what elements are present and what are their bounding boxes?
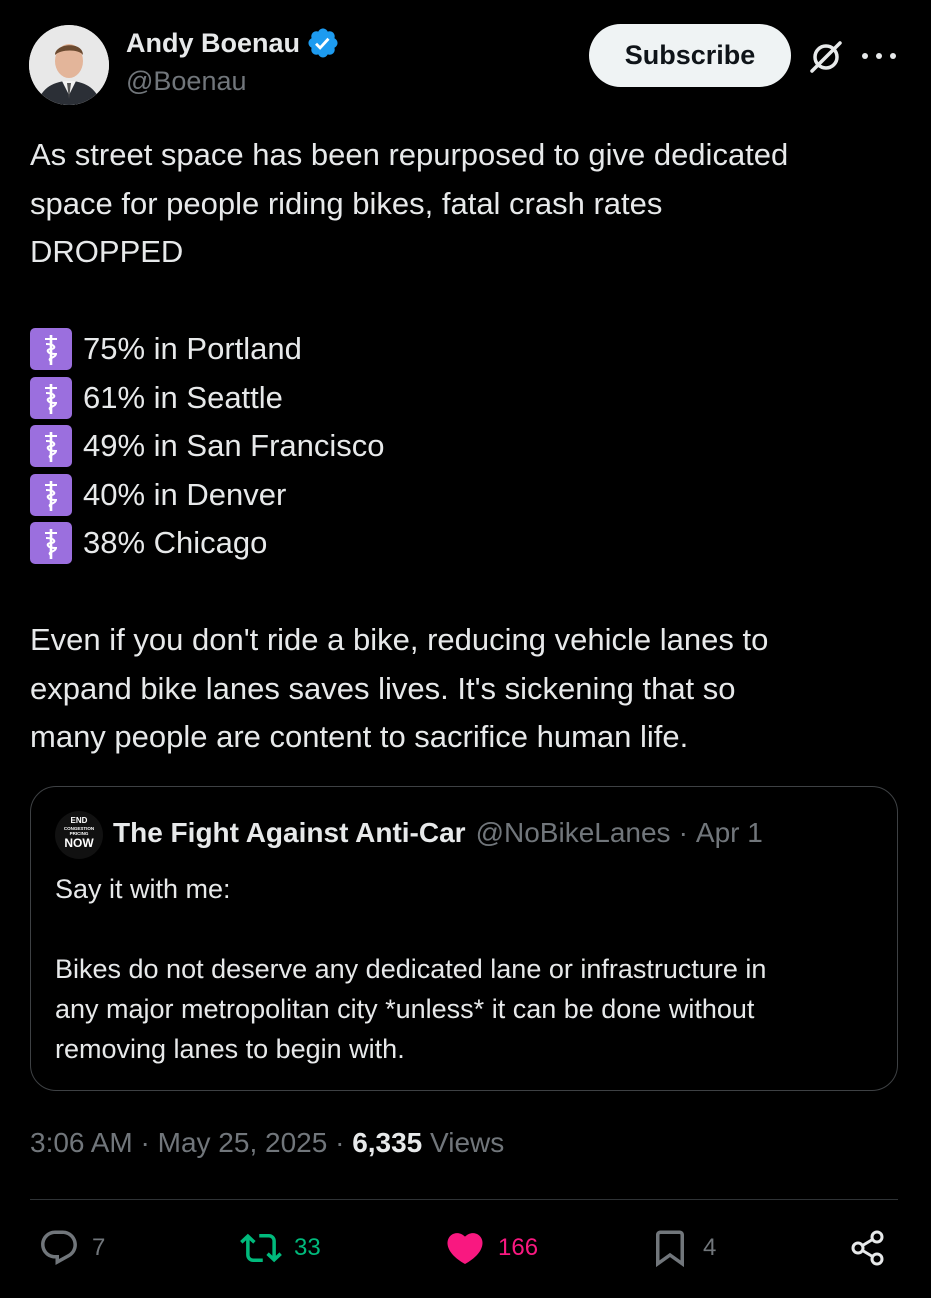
views-label: Views xyxy=(430,1127,505,1158)
separator-dot: · xyxy=(140,1127,150,1158)
tweet-text xyxy=(30,131,900,762)
quoted-line: Bikes do not deserve any dedicated lane or infrastructure in xyxy=(55,954,767,984)
bookmark-button[interactable] xyxy=(649,1226,716,1270)
subscribe-button[interactable]: Subscribe xyxy=(589,24,791,87)
tweet-line: expand bike lanes saves lives. It's sickening that so xyxy=(30,670,736,706)
share-button[interactable] xyxy=(848,1226,888,1270)
quoted-author-avatar[interactable]: END CONGESTION PRICING NOW xyxy=(55,811,103,859)
stat-line xyxy=(30,519,900,568)
quoted-line: any major metropolitan city *unless* it can be done without xyxy=(55,994,755,1024)
more-options-icon[interactable] xyxy=(862,42,896,70)
quoted-author-name[interactable]: The Fight Against Anti-Car xyxy=(113,817,466,848)
stat-text: 49% in San Francisco xyxy=(83,428,385,463)
stat-text: 75% in Portland xyxy=(83,331,302,366)
staff-of-aesculapius-emoji xyxy=(30,522,72,564)
author-name[interactable]: Andy Boenau xyxy=(126,27,301,58)
tweet-line: As street space has been repurposed to give dedicated xyxy=(30,137,789,172)
bookmark-count: 4 xyxy=(703,1234,717,1261)
reply-icon xyxy=(38,1227,80,1269)
quoted-line: Say it with me: xyxy=(55,874,231,904)
heart-icon xyxy=(444,1227,486,1269)
separator-dot: · xyxy=(678,817,688,848)
quoted-line: removing lanes to begin with. xyxy=(55,1034,405,1064)
tweet-timestamp xyxy=(30,1127,504,1159)
tweet-line: DROPPED xyxy=(30,234,184,269)
staff-of-aesculapius-emoji xyxy=(30,425,72,467)
tweet-line: many people are content to sacrifice human life. xyxy=(30,719,689,754)
stat-text: 40% in Denver xyxy=(83,476,287,512)
verified-badge-icon xyxy=(306,26,340,60)
quoted-tweet-card[interactable] xyxy=(30,786,898,1091)
tweet-time[interactable]: 3:06 AM xyxy=(30,1127,133,1158)
tweet-line: Even if you don't ride a bike, reducing vehicle lanes to xyxy=(30,622,769,657)
reply-count: 7 xyxy=(92,1234,106,1261)
views-count: 6,335 xyxy=(352,1127,423,1158)
repost-icon xyxy=(240,1227,282,1269)
quoted-tweet-date[interactable]: Apr 1 xyxy=(695,817,763,848)
like-button[interactable] xyxy=(444,1226,538,1270)
tweet-date[interactable]: May 25, 2025 xyxy=(157,1127,328,1158)
staff-of-aesculapius-emoji xyxy=(30,328,72,370)
stat-line xyxy=(30,422,900,471)
stat-text: 38% Chicago xyxy=(83,525,268,560)
separator-dot: · xyxy=(335,1127,345,1158)
like-count: 166 xyxy=(498,1234,539,1261)
author-avatar[interactable] xyxy=(29,25,109,105)
quoted-tweet-header xyxy=(113,817,763,849)
stat-line xyxy=(30,471,900,520)
quoted-author-handle[interactable]: @NoBikeLanes xyxy=(475,817,671,848)
repost-button[interactable] xyxy=(240,1226,321,1270)
author-handle[interactable]: @Boenau xyxy=(126,66,247,96)
share-icon xyxy=(848,1228,888,1268)
reply-button[interactable] xyxy=(38,1226,105,1270)
author-name-row[interactable] xyxy=(126,26,340,60)
tweet-line: space for people riding bikes, fatal crash rates xyxy=(30,185,663,221)
divider xyxy=(30,1199,898,1200)
grok-icon[interactable] xyxy=(806,37,846,77)
staff-of-aesculapius-emoji xyxy=(30,474,72,516)
repost-count: 33 xyxy=(294,1234,321,1261)
bookmark-icon xyxy=(649,1227,691,1269)
stat-line xyxy=(30,374,900,423)
stat-line xyxy=(30,325,900,374)
stat-text: 61% in Seattle xyxy=(83,379,283,415)
quoted-tweet-text xyxy=(55,869,875,1069)
staff-of-aesculapius-emoji xyxy=(30,377,72,419)
